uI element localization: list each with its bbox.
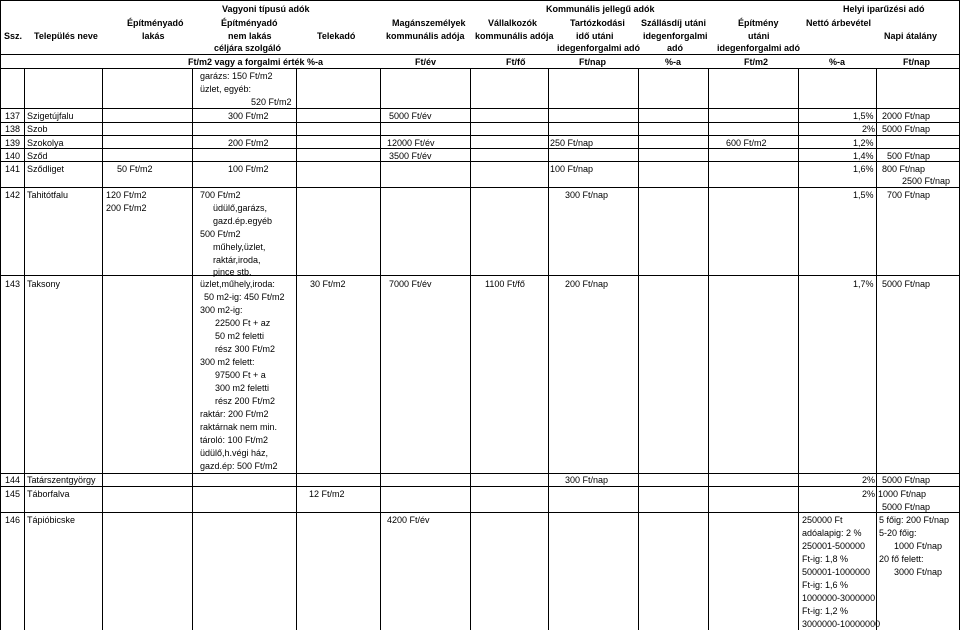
- cell-netto: Ft-ig: 1,2 %: [802, 606, 849, 616]
- cell-vallalkozok: 1100 Ft/fő: [485, 279, 525, 289]
- header-unit-divider: [0, 54, 960, 55]
- cell-lakas: 200 Ft/m2: [106, 203, 147, 213]
- row-ssz: 144: [5, 475, 21, 485]
- col-header-maganszemelyek-sub: kommunális adója: [386, 31, 465, 41]
- cell-napi: 2000 Ft/nap: [882, 111, 931, 121]
- cell-nem-lakas: raktár: 200 Ft/m2: [200, 409, 269, 419]
- cell-netto: Ft-ig: 1,8 %: [802, 554, 849, 564]
- row-settlement-name: Tatárszentgyörgy: [27, 475, 96, 485]
- cell-netto: 1,2%: [853, 138, 874, 148]
- col-header-szallasdij-sub2: adó: [667, 43, 684, 53]
- cell-nem-lakas: rész 300 Ft/m2: [215, 344, 276, 354]
- group-kommunalis-header: Kommunális jellegű adók: [546, 4, 655, 14]
- cell-napi: 3000 Ft/nap: [894, 567, 943, 577]
- cell-nem-lakas: 97500 Ft + a: [215, 370, 266, 380]
- row-divider: [0, 473, 960, 474]
- cell-nem-lakas: 700 Ft/m2: [200, 190, 241, 200]
- row-ssz: 146: [5, 515, 21, 525]
- cell-magan: 3500 Ft/év: [389, 151, 432, 161]
- cell-netto: 1,6%: [853, 164, 874, 174]
- col-divider: [192, 68, 193, 630]
- cell-netto: Ft-ig: 1,6 %: [802, 580, 849, 590]
- cell-nem-lakas: 50 m2-ig: 450 Ft/m2: [204, 292, 285, 302]
- cell-napi: 800 Ft/nap: [882, 164, 926, 174]
- col-divider: [0, 0, 1, 630]
- cell-napi: 1000 Ft/nap: [878, 489, 927, 499]
- cell-napi: 5 főig: 200 Ft/nap: [879, 515, 950, 525]
- cell-nem-lakas: 300 Ft/m2: [228, 111, 269, 121]
- col-header-maganszemelyek: Magánszemélyek: [392, 18, 466, 28]
- cell-netto: 250001-500000: [802, 541, 866, 551]
- group-vagyoni-header: Vagyoni típusú adók: [222, 4, 310, 14]
- row-divider: [0, 148, 960, 149]
- cell-napi: 700 Ft/nap: [887, 190, 931, 200]
- unit-ft-ev: Ft/év: [415, 57, 437, 67]
- col-divider: [470, 68, 471, 630]
- row-ssz: 145: [5, 489, 21, 499]
- col-divider: [296, 68, 297, 630]
- row-ssz: 140: [5, 151, 21, 161]
- row-settlement-name: Táborfalva: [27, 489, 70, 499]
- col-divider: [24, 68, 25, 630]
- row-divider: [0, 161, 960, 162]
- col-divider: [876, 68, 877, 630]
- unit-pct-a: %-a: [829, 57, 846, 67]
- col-header-epitmenyado-lakas: Építményadó: [127, 18, 184, 28]
- cell-magan: 5000 Ft/év: [389, 111, 432, 121]
- col-header-tartozkodasi-sub2: idegenforgalmi adó: [557, 43, 641, 53]
- row-ssz: 142: [5, 190, 21, 200]
- carryover-garazs: garázs: 150 Ft/m2: [200, 71, 273, 81]
- cell-napi: 5000 Ft/nap: [882, 502, 931, 512]
- cell-nem-lakas: műhely,üzlet,: [213, 242, 266, 252]
- cell-netto: 3000000-10000000: [802, 619, 881, 629]
- cell-nem-lakas: üdülő,garázs,: [213, 203, 268, 213]
- row-ssz: 141: [5, 164, 21, 174]
- col-header-napi-atalany: Napi átalány: [884, 31, 938, 41]
- cell-netto: 1,4%: [853, 151, 874, 161]
- cell-magan: 4200 Ft/év: [387, 515, 430, 525]
- cell-netto: 1,7%: [853, 279, 874, 289]
- cell-nem-lakas: 200 Ft/m2: [228, 138, 269, 148]
- cell-tartozkodasi: 300 Ft/nap: [565, 475, 609, 485]
- col-header-telekado: Telekadó: [317, 31, 356, 41]
- cell-nem-lakas: 300 m2-ig:: [200, 305, 243, 315]
- col-header-szallasdij: Szállásdíj utáni: [641, 18, 707, 28]
- cell-netto: 1,5%: [853, 111, 874, 121]
- cell-nem-lakas: 50 m2 feletti: [215, 331, 265, 341]
- cell-nem-lakas: gazd.ép.egyéb: [213, 216, 273, 226]
- col-header-epitmeny-ig-sub2: idegenforgalmi adó: [717, 43, 801, 53]
- row-settlement-name: Taksony: [27, 279, 61, 289]
- cell-tartozkodasi: 100 Ft/nap: [550, 164, 594, 174]
- row-settlement-name: Sződliget: [27, 164, 65, 174]
- row-divider: [0, 512, 960, 513]
- cell-lakas: 50 Ft/m2: [117, 164, 153, 174]
- cell-nem-lakas: rész 200 Ft/m2: [215, 396, 276, 406]
- row-settlement-name: Szokolya: [27, 138, 64, 148]
- unit-ft-m2: Ft/m2: [744, 57, 769, 67]
- cell-netto: 500001-1000000: [802, 567, 871, 577]
- col-header-epitmeny-ig-sub: utáni: [748, 31, 770, 41]
- col-divider: [638, 68, 639, 630]
- cell-nem-lakas: gazd.ép: 500 Ft/m2: [200, 461, 278, 471]
- cell-tartozkodasi: 300 Ft/nap: [565, 190, 609, 200]
- col-header-tartozkodasi-sub: idő utáni: [576, 31, 614, 41]
- col-header-vallalkozok-sub: kommunális adója: [475, 31, 554, 41]
- unit-ft-nap: Ft/nap: [579, 57, 606, 67]
- cell-netto: adóalapig: 2 %: [802, 528, 862, 538]
- col-header-epitmenyado-nem-lakas-sub2: céljára szolgáló: [214, 43, 282, 53]
- carryover-uzlet: üzlet, egyéb:: [200, 84, 252, 94]
- unit-pct-a: %-a: [665, 57, 682, 67]
- row-divider: [0, 122, 960, 123]
- cell-napi: 5000 Ft/nap: [882, 279, 931, 289]
- cell-nem-lakas: raktár,iroda,: [213, 255, 261, 265]
- cell-napi: 2500 Ft/nap: [902, 176, 951, 186]
- cell-tartozkodasi: 250 Ft/nap: [550, 138, 594, 148]
- cell-nem-lakas: raktárnak nem min.: [200, 422, 278, 432]
- carryover-uzlet-value: 520 Ft/m2: [251, 97, 292, 107]
- cell-nem-lakas: üdülő,h.végi ház,: [200, 448, 269, 458]
- row-divider: [0, 135, 960, 136]
- cell-netto: 1,5%: [853, 190, 874, 200]
- col-header-netto-arbevetel: Nettó árbevétel: [806, 18, 872, 28]
- header-bottom-border: [0, 68, 960, 69]
- cell-nem-lakas: 100 Ft/m2: [228, 164, 269, 174]
- cell-napi: 1000 Ft/nap: [894, 541, 943, 551]
- cell-nem-lakas: tároló: 100 Ft/m2: [200, 435, 269, 445]
- unit-ft-nap: Ft/nap: [903, 57, 930, 67]
- col-header-epitmeny-ig: Építmény: [738, 18, 779, 28]
- row-settlement-name: Szigetújfalu: [27, 111, 74, 121]
- row-settlement-name: Sződ: [27, 151, 48, 161]
- col-header-vallalkozok: Vállalkozók: [488, 18, 538, 28]
- header-top-border: [0, 0, 960, 1]
- col-divider: [380, 68, 381, 630]
- cell-napi: 500 Ft/nap: [887, 151, 931, 161]
- row-settlement-name: Tápióbicske: [27, 515, 76, 525]
- row-ssz: 138: [5, 124, 21, 134]
- row-settlement-name: Tahitótfalu: [27, 190, 69, 200]
- row-divider: [0, 187, 960, 188]
- cell-napi: 5-20 főig:: [879, 528, 917, 538]
- col-header-tartozkodasi: Tartózkodási: [570, 18, 625, 28]
- cell-nem-lakas: pince stb.: [213, 267, 252, 277]
- col-divider: [102, 68, 103, 630]
- row-divider: [0, 275, 960, 276]
- row-divider: [0, 486, 960, 487]
- cell-lakas: 120 Ft/m2: [106, 190, 147, 200]
- col-divider: [708, 68, 709, 630]
- cell-magan: 7000 Ft/év: [389, 279, 432, 289]
- col-header-epitmenyado-nem-lakas-sub: nem lakás: [228, 31, 272, 41]
- cell-nem-lakas: 300 m2 feletti: [215, 383, 270, 393]
- cell-napi: 5000 Ft/nap: [882, 475, 931, 485]
- cell-napi: 20 fő felett:: [879, 554, 924, 564]
- cell-nem-lakas: 22500 Ft + az: [215, 318, 271, 328]
- cell-netto: 2%: [862, 489, 876, 499]
- cell-tartozkodasi: 200 Ft/nap: [565, 279, 609, 289]
- cell-netto: 2%: [862, 124, 876, 134]
- cell-netto: 1000000-3000000: [802, 593, 876, 603]
- cell-nem-lakas: 300 m2 felett:: [200, 357, 255, 367]
- col-header-epitmenyado-nem-lakas: Építményadó: [221, 18, 278, 28]
- row-divider: [0, 108, 960, 109]
- row-ssz: 143: [5, 279, 21, 289]
- row-ssz: 137: [5, 111, 21, 121]
- cell-nem-lakas: üzlet,műhely,iroda:: [200, 279, 275, 289]
- cell-netto: 2%: [862, 475, 876, 485]
- col-header-epitmenyado-lakas-sub: lakás: [142, 31, 165, 41]
- col-header-telepules: Település neve: [34, 31, 98, 41]
- row-settlement-name: Szob: [27, 124, 48, 134]
- col-divider: [548, 68, 549, 630]
- group-helyi-header: Helyi iparűzési adó: [843, 4, 925, 14]
- cell-netto: 250000 Ft: [802, 515, 843, 525]
- cell-magan: 12000 Ft/év: [387, 138, 435, 148]
- col-header-ssz: Ssz.: [4, 31, 23, 41]
- cell-epitmeny-ig: 600 Ft/m2: [726, 138, 767, 148]
- cell-telek: 30 Ft/m2: [310, 279, 346, 289]
- cell-napi: 5000 Ft/nap: [882, 124, 931, 134]
- cell-nem-lakas: 500 Ft/m2: [200, 229, 241, 239]
- unit-ft-fo: Ft/fő: [506, 57, 526, 67]
- row-ssz: 139: [5, 138, 21, 148]
- cell-magan: 12 Ft/m2: [309, 489, 345, 499]
- col-header-szallasdij-sub: idegenforgalmi: [643, 31, 708, 41]
- unit-ft-m2-or-pct: Ft/m2 vagy a forgalmi érték %-a: [188, 57, 324, 67]
- col-divider: [798, 68, 799, 630]
